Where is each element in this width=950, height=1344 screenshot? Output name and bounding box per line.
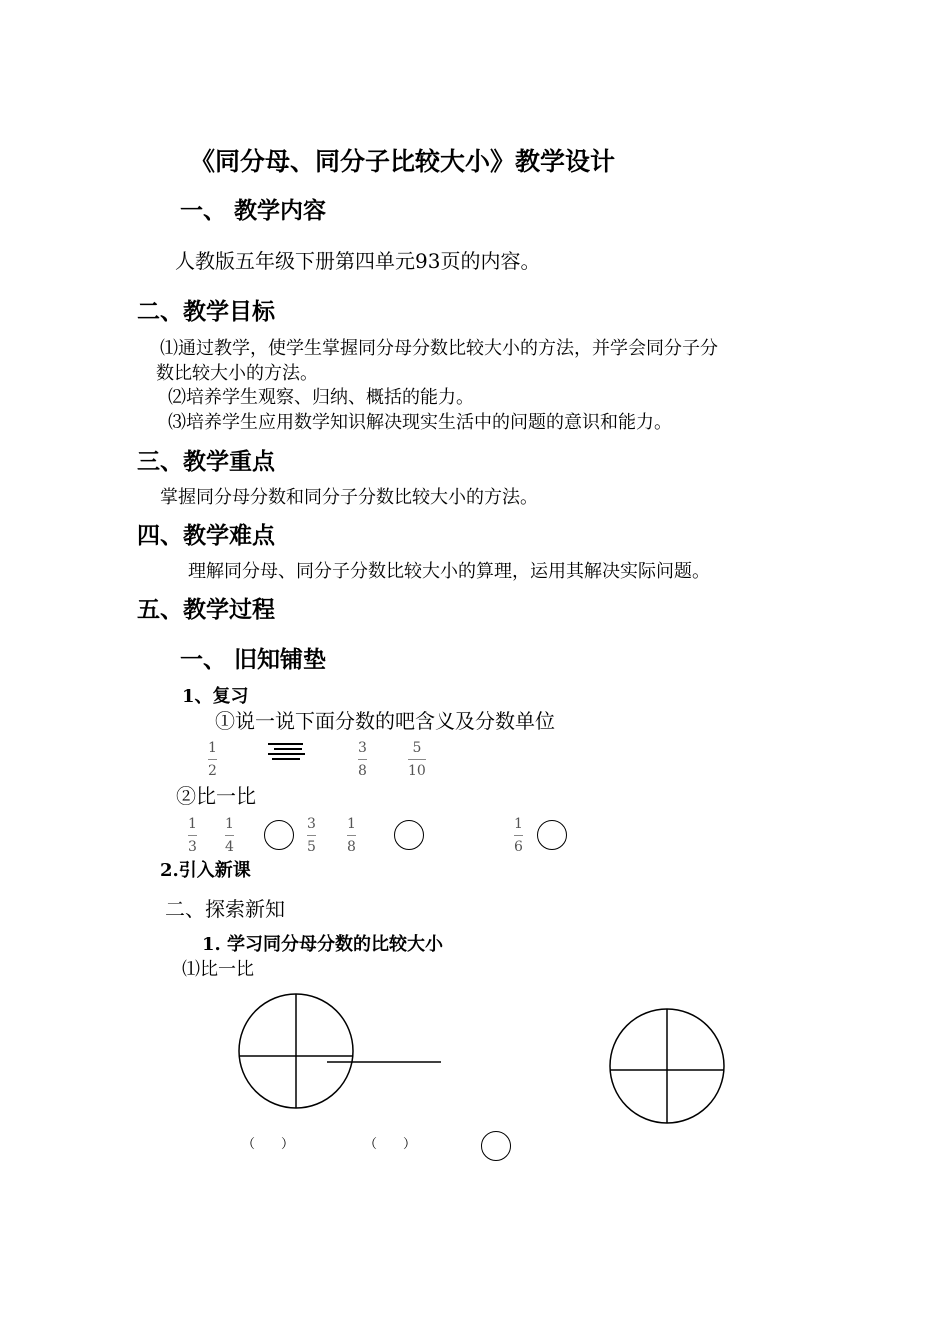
answer-blank-2[interactable]: （ ） [364, 1137, 417, 1152]
fraction-denominator: 8 [358, 763, 367, 779]
goal-1-line-1: ⑴通过教学，使学生掌握同分母分数比较大小的方法，并学会同分子分 [160, 338, 718, 359]
review-task-2: ②比一比 [176, 784, 256, 808]
goal-3: ⑶培养学生应用数学知识解决现实生活中的问题的意识和能力。 [168, 412, 672, 433]
part-heading-review: 一、 旧知铺垫 [180, 646, 327, 673]
review-heading: 1、复习 [182, 686, 249, 707]
fraction-denominator: 2 [208, 763, 217, 779]
fraction-numerator: 1 [225, 816, 234, 832]
section-heading-key-point: 三、教学重点 [137, 448, 275, 475]
section-heading-goals: 二、教学目标 [137, 298, 275, 325]
fraction-numerator: 3 [307, 816, 316, 832]
fraction-numerator: 1 [347, 816, 356, 832]
goal-2: ⑵培养学生观察、归纳、概括的能力。 [168, 387, 474, 408]
content-text: 人教版五年级下册第四单元93页的内容。 [175, 249, 541, 273]
answer-blank-1[interactable]: （ ） [242, 1137, 295, 1152]
fraction-numerator: 1 [188, 816, 197, 832]
fraction-numerator: 1 [514, 816, 523, 832]
scribble-mark [268, 744, 305, 759]
part-heading-explore: 二、探索新知 [165, 897, 285, 921]
fraction-denominator: 4 [225, 839, 234, 855]
page-title: 《同分母、同分子比较大小》教学设计 [190, 147, 616, 176]
fraction-numerator: 1 [208, 740, 217, 756]
goal-1-line-2: 数比较大小的方法。 [156, 363, 318, 384]
key-point-text: 掌握同分母分数和同分子分数比较大小的方法。 [160, 487, 538, 508]
fraction-denominator: 8 [347, 839, 356, 855]
fraction-denominator: 10 [408, 763, 426, 779]
review-task-1: ①说一说下面分数的吧含义及分数单位 [215, 709, 555, 733]
fraction-denominator: 6 [514, 839, 523, 855]
intro-new-lesson: 2.引入新课 [160, 860, 251, 881]
section-heading-content: 一、 教学内容 [180, 197, 327, 224]
difficulty-text: 理解同分母、同分子分数比较大小的算理，运用其解决实际问题。 [188, 561, 710, 582]
fraction-numerator: 5 [412, 740, 422, 756]
explore-sub-heading: 1. 学习同分母分数的比较大小 [202, 934, 444, 955]
fraction-numerator: 3 [358, 740, 367, 756]
explore-compare-label: ⑴比一比 [182, 959, 254, 980]
right-quartered-circle [610, 1009, 724, 1123]
compare-circle-blank[interactable] [481, 1131, 511, 1161]
fraction-denominator: 3 [188, 839, 197, 855]
left-quartered-circle [239, 994, 353, 1108]
section-heading-process: 五、教学过程 [137, 596, 275, 623]
fraction-denominator: 5 [307, 839, 316, 855]
section-heading-difficulty: 四、教学难点 [137, 522, 275, 549]
